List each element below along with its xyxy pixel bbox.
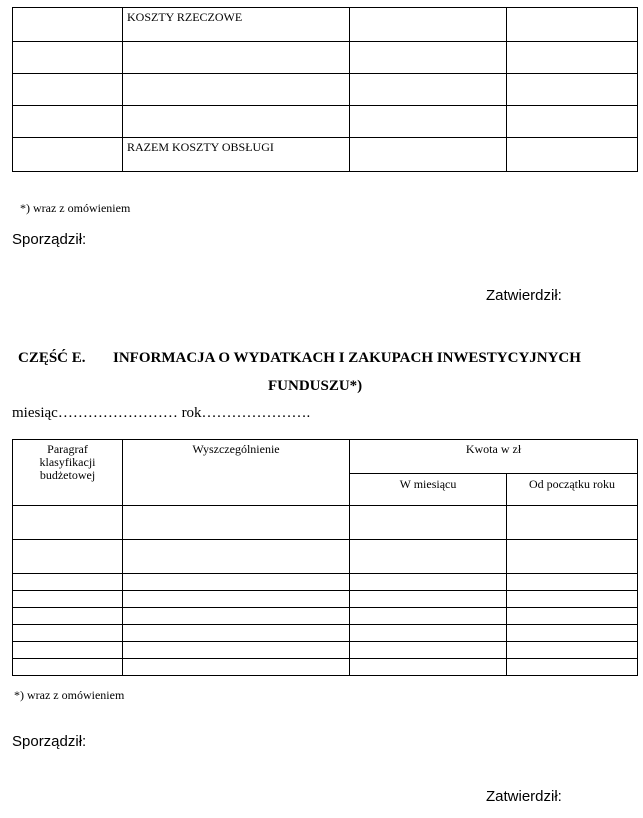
table-row xyxy=(13,506,638,540)
table-cell xyxy=(13,625,123,642)
table-cell xyxy=(350,106,507,138)
table-header-row xyxy=(13,440,638,474)
table-cell xyxy=(13,106,123,138)
table-cell xyxy=(350,8,507,42)
section-title: INFORMACJA O WYDATKACH I ZAKUPACH INWESTYCYJNYCH xyxy=(113,350,581,366)
table-cell xyxy=(13,74,123,106)
table-cell xyxy=(507,106,638,138)
table-cell xyxy=(507,625,638,642)
table-cell xyxy=(507,642,638,659)
table-cell xyxy=(350,591,507,608)
footnote: *) wraz z omówieniem xyxy=(20,201,131,215)
table-row xyxy=(13,8,638,42)
table-cell xyxy=(13,138,123,172)
month-year-line: miesiąc…………………… rok…………………. xyxy=(12,405,311,421)
table-cell xyxy=(123,642,350,659)
table-row xyxy=(13,608,638,625)
table-cell xyxy=(507,608,638,625)
table-cell xyxy=(13,506,123,540)
table-cell xyxy=(13,659,123,676)
table-cell xyxy=(123,625,350,642)
table-row xyxy=(13,42,638,74)
table-cell xyxy=(123,506,350,540)
table-cell xyxy=(507,540,638,574)
table-cell xyxy=(13,608,123,625)
table-cell xyxy=(13,642,123,659)
header-amount: Kwota w zł xyxy=(350,440,638,474)
table-cell xyxy=(123,540,350,574)
row-label: KOSZTY RZECZOWE xyxy=(123,8,350,42)
approved-by-label: Zatwierdził: xyxy=(486,788,562,805)
table-cell xyxy=(123,106,350,138)
table-cell xyxy=(350,659,507,676)
table-row xyxy=(13,659,638,676)
table-row xyxy=(13,138,638,172)
table-cell xyxy=(507,138,638,172)
table-cell xyxy=(350,608,507,625)
table-cell xyxy=(350,42,507,74)
table-cell xyxy=(507,42,638,74)
table-row xyxy=(13,591,638,608)
table-row xyxy=(13,625,638,642)
table-row xyxy=(13,642,638,659)
table-row xyxy=(13,574,638,591)
table-cell xyxy=(350,138,507,172)
table-cell xyxy=(350,540,507,574)
prepared-by-label: Sporządził: xyxy=(12,231,87,248)
table-row xyxy=(13,106,638,138)
table-cell xyxy=(507,659,638,676)
table-cell xyxy=(123,608,350,625)
table-cell xyxy=(350,642,507,659)
table-row xyxy=(13,74,638,106)
table-cell xyxy=(507,506,638,540)
table-cell xyxy=(507,8,638,42)
row-label: RAZEM KOSZTY OBSŁUGI xyxy=(123,138,350,172)
table-cell xyxy=(123,74,350,106)
table-cell xyxy=(507,74,638,106)
table-cell xyxy=(13,591,123,608)
section-title-line2: FUNDUSZU*) xyxy=(268,378,363,394)
table-cell xyxy=(350,574,507,591)
table-cell xyxy=(13,574,123,591)
header-description: Wyszczególnienie xyxy=(123,440,350,506)
table-cell xyxy=(13,42,123,74)
table-cell xyxy=(350,625,507,642)
table-cell xyxy=(350,506,507,540)
table-cell xyxy=(350,74,507,106)
table-cell xyxy=(123,659,350,676)
approved-by-label: Zatwierdził: xyxy=(486,287,562,304)
table-row xyxy=(13,540,638,574)
table-cell xyxy=(123,42,350,74)
prepared-by-label: Sporządził: xyxy=(12,733,87,750)
footnote: *) wraz z omówieniem xyxy=(14,688,125,702)
header-ytd: Od początku roku xyxy=(507,473,638,506)
table-cell xyxy=(507,591,638,608)
table-cell xyxy=(507,574,638,591)
investment-table xyxy=(12,439,638,676)
header-month: W miesiącu xyxy=(350,473,507,506)
table-cell xyxy=(13,8,123,42)
table-cell xyxy=(123,591,350,608)
table-cell xyxy=(123,574,350,591)
header-paragraph: Paragraf klasyfikacji budżetowej xyxy=(13,440,123,506)
costs-table xyxy=(12,7,638,172)
section-part-label: CZĘŚĆ E. xyxy=(18,350,86,366)
table-cell xyxy=(13,540,123,574)
